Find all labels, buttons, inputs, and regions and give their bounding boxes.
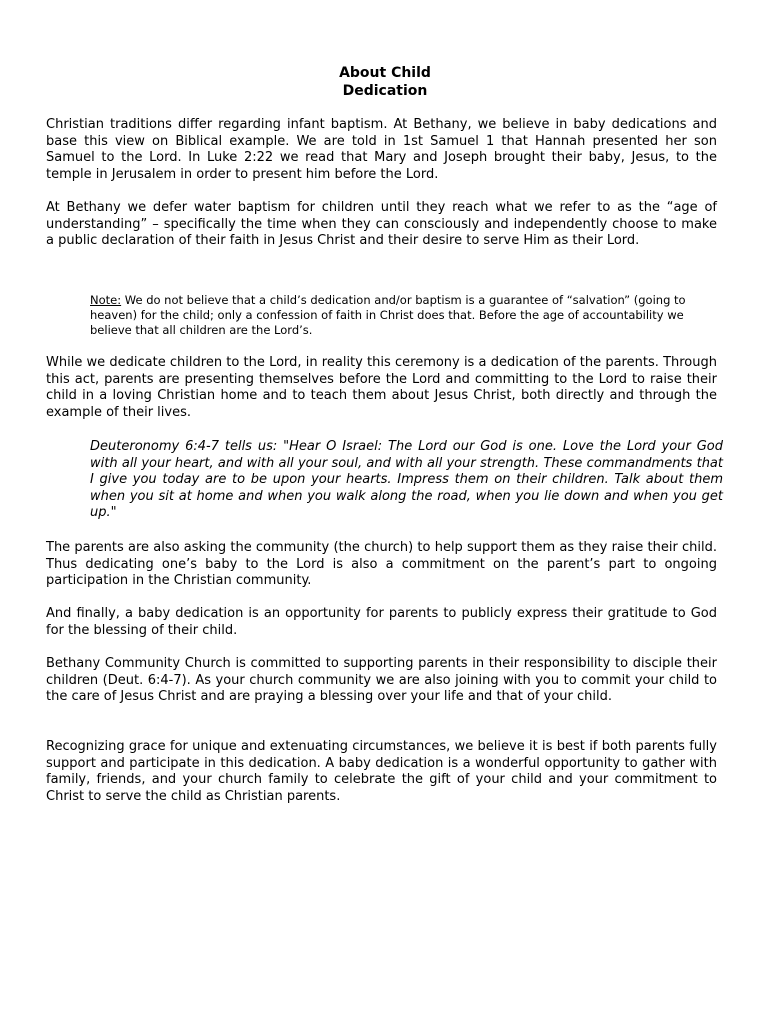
scripture-quote: Deuteronomy 6:4-7 tells us: "Hear O Israel: The Lord our God is one. Love the Lord your God with all your heart, and with all your soul, and with all your strength. These commandments that I give you today are to be upon your hearts. Impress them on their children. Talk about them when you sit at home and when you walk along the road, when you lie down and when you get up."	[90, 439, 723, 520]
paragraph-gratitude: And finally, a baby dedication is an opportunity for parents to publicly express their gratitude to God for the blessing of their child.	[46, 606, 717, 638]
note-text: We do not believe that a child’s dedication and/or baptism is a guarantee of “salvation” (going to heaven) for the child; only a confession of faith in Christ does that. Before the age of accountability we believe that all children are the Lord’s.	[90, 293, 686, 337]
paragraph-church-commitment: Bethany Community Church is committed to supporting parents in their responsibility to disciple their children (Deut. 6:4-7). As your church community we are also joining with you to commit your child to the care of Jesus Christ and are praying a blessing over your life and that of your child.	[46, 656, 717, 704]
paragraph-dedication-of-parents: While we dedicate children to the Lord, in reality this ceremony is a dedication of the parents. Through this act, parents are presenting themselves before the Lord and committing to the Lord to raise their child in a loving Christian home and to teach them about Jesus Christ, both directly and through the example of their lives.	[46, 355, 717, 420]
paragraph-water-baptism: At Bethany we defer water baptism for children until they reach what we refer to as the “age of understanding” – specifically the time when they can consciously and independently choose to make a public declaration of their faith in Jesus Christ and their desire to serve Him as their Lord.	[46, 200, 717, 248]
note-block	[90, 293, 692, 338]
paragraph-both-parents: Recognizing grace for unique and extenuating circumstances, we believe it is best if both parents fully support and participate in this dedication. A baby dedication is a wonderful opportunity to gather with family, friends, and your church family to celebrate the gift of your child and your commitment to Christ to serve the child as Christian parents.	[46, 739, 717, 804]
paragraph-infant-baptism: Christian traditions differ regarding infant baptism. At Bethany, we believe in baby dedications and base this view on Biblical example. We are told in 1st Samuel 1 that Hannah presented her son Samuel to the Lord. In Luke 2:22 we read that Mary and Joseph brought their baby, Jesus, to the temple in Jerusalem in order to present him before the Lord.	[46, 117, 717, 182]
title-line-1: About Child	[339, 65, 431, 81]
note-label: Note:	[90, 293, 122, 307]
page-title	[0, 64, 770, 100]
title-line-2: Dedication	[342, 83, 428, 99]
paragraph-community-support: The parents are also asking the community (the church) to help support them as they raise their child. Thus dedicating one’s baby to the Lord is also a commitment on the parent’s part to ongoing participation in the Christian community.	[46, 540, 717, 588]
